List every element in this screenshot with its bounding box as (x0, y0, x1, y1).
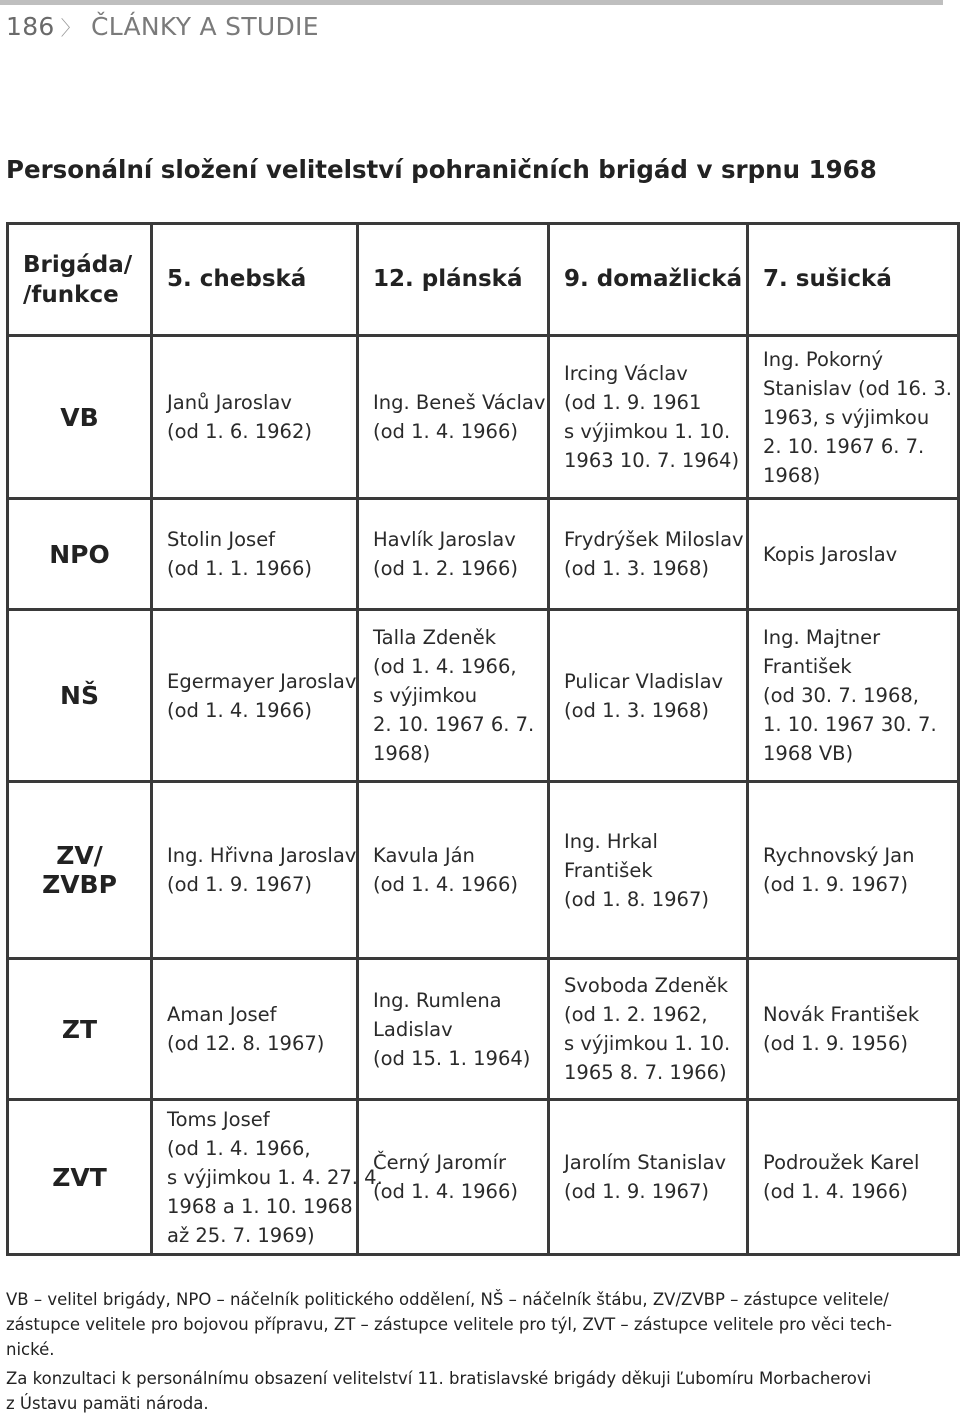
note-line: zástupce velitele pro bojovou přípravu, ZT – zástupce velitele pro týl, ZVT – zástupce velitele pro věci tech- (6, 1315, 892, 1334)
cell-line: (od 1. 9. 1956) (763, 1032, 908, 1055)
note-line: VB – velitel brigády, NPO – náčelník politického oddělení, NŠ – náčelník štábu, ZV/ZVBP – zástupce velitele/ (6, 1290, 889, 1309)
table-row (8, 610, 959, 782)
row-label (8, 499, 152, 610)
cell-line: 1968 VB) (763, 742, 854, 765)
cell-line: Toms Josef (167, 1107, 270, 1131)
table-row (8, 1100, 959, 1255)
cell-line: (od 1. 9. 1967) (763, 873, 908, 896)
cell-line: 2. 10. 1967 6. 7. (763, 434, 925, 458)
cell-line: Ircing Václav (564, 362, 688, 385)
cell-line: Podroužek Karel (763, 1151, 920, 1174)
cell-line: Kopis Jaroslav (763, 542, 898, 566)
table-cell (358, 959, 549, 1100)
cell-line: Kavula Ján (373, 844, 475, 867)
cell-line: 1963, s výjimkou (763, 405, 930, 429)
note-line: Za konzultaci k personálnímu obsazení velitelství 11. bratislavské brigády děkuji Ľubomíru Morbacherovi (6, 1369, 872, 1388)
cell-line: Egermayer Jaroslav (167, 669, 357, 693)
table-cell (549, 782, 748, 959)
cell-line: NŠ (60, 681, 99, 710)
table-cell (748, 499, 959, 610)
note-line: z Ústavu pamäti národa. (6, 1394, 209, 1413)
cell-line: Ing. Hrkal (564, 829, 658, 853)
table-cell (748, 336, 959, 499)
cell-line: s výjimkou 1. 10. (564, 1032, 731, 1055)
cell-line: (od 12. 8. 1967) (167, 1032, 325, 1055)
row-label (8, 959, 152, 1100)
cell-line: s výjimkou (373, 684, 478, 707)
table-cell (152, 959, 358, 1100)
cell-line: Ing. Beneš Václav (373, 391, 546, 414)
cell-line: Jarolím Stanislav (564, 1151, 727, 1174)
cell-line: (od 30. 7. 1968, (763, 684, 919, 707)
cell-line: František (763, 655, 852, 678)
table-cell (549, 1100, 748, 1255)
cell-line: (od 1. 4. 1966, (167, 1136, 311, 1160)
cell-line: 1968) (373, 742, 431, 765)
table-cell (152, 1100, 383, 1255)
cell-line: ZV/ (56, 841, 103, 870)
cell-line: 2. 10. 1967 6. 7. (373, 713, 535, 736)
table-cell (152, 499, 358, 610)
table-cell (549, 336, 748, 499)
cell-line: Ing. Rumlena (373, 988, 502, 1012)
cell-line: (od 1. 4. 1966, (373, 655, 517, 678)
footnotes (6, 1287, 906, 1416)
cell-line: 1963 10. 7. 1964) (564, 449, 740, 472)
acknowledgement (6, 1366, 906, 1416)
table-row (8, 782, 959, 959)
table-cell (748, 782, 959, 959)
table-row (8, 336, 959, 499)
cell-line: ZVBP (42, 870, 117, 899)
cell-line: Brigáda/ (23, 251, 133, 278)
table-cell (748, 959, 959, 1100)
cell-line: Černý Jaromír (373, 1151, 507, 1174)
cell-line: (od 1. 4. 1966) (167, 698, 312, 722)
table-header-row (8, 224, 959, 336)
page-title: Personální složení velitelství pohraničních brigád v srpnu 1968 (6, 155, 877, 184)
cell-line: (od 1. 4. 1966) (373, 873, 518, 896)
header-label-cell (8, 224, 152, 336)
cell-line: Rychnovský Jan (763, 844, 915, 867)
table-cell (152, 336, 358, 499)
note-line: nické. (6, 1340, 55, 1359)
cell-line: (od 1. 9. 1961 (564, 391, 702, 414)
cell-line: Aman Josef (167, 1003, 277, 1026)
table-cell (748, 1100, 959, 1255)
table-cell (152, 782, 358, 959)
cell-line: 1968 a 1. 10. 1968 (167, 1194, 353, 1218)
cell-line: (od 1. 4. 1966) (763, 1180, 908, 1203)
cell-line: s výjimkou 1. 4. 27. 4. (167, 1165, 383, 1189)
table-cell (549, 499, 748, 610)
row-label (8, 782, 152, 959)
brigade-table-body (8, 224, 959, 1255)
table-cell (748, 610, 959, 782)
page-number: 186 (6, 12, 55, 41)
table-cell (358, 782, 549, 959)
table-row (8, 499, 959, 610)
cell-line: ZT (61, 1014, 98, 1044)
table-cell (358, 610, 549, 782)
brigade-table (6, 222, 960, 1256)
table-row (8, 959, 959, 1100)
cell-line: Ing. Majtner (763, 626, 881, 649)
column-header: 9. domažlická (549, 224, 748, 336)
cell-line: Stanislav (od 16. 3. (763, 376, 952, 400)
cell-line: (od 1. 4. 1966) (373, 420, 518, 443)
row-label (8, 1100, 152, 1255)
table-cell (152, 610, 358, 782)
cell-line: Ing. Pokorný (763, 347, 883, 371)
cell-line: (od 1. 8. 1967) (564, 887, 709, 911)
cell-line: František (564, 858, 653, 882)
cell-line: Ladislav (373, 1017, 453, 1041)
cell-line: až 25. 7. 1969) (167, 1223, 315, 1247)
cell-line: (od 1. 4. 1966) (373, 1180, 518, 1203)
cell-line: (od 1. 3. 1968) (564, 557, 709, 580)
cell-line: 1965 8. 7. 1966) (564, 1061, 727, 1084)
section-title: ČLÁNKY A STUDIE (90, 12, 319, 41)
running-head (6, 12, 319, 41)
chevron-right-icon: 〉 (60, 16, 81, 40)
cell-line: (od 15. 1. 1964) (373, 1046, 531, 1070)
cell-line: (od 1. 3. 1968) (564, 698, 709, 722)
cell-line: Havlík Jaroslav (373, 528, 516, 551)
cell-line: ZVT (52, 1162, 107, 1192)
column-header: 12. plánská (358, 224, 549, 336)
cell-line: Ing. Hřivna Jaroslav (167, 844, 357, 867)
cell-line: Janů Jaroslav (167, 391, 292, 414)
table-cell (358, 336, 549, 499)
row-label (8, 610, 152, 782)
cell-line: VB (60, 402, 99, 432)
table-cell (549, 959, 748, 1100)
table-cell (358, 499, 549, 610)
cell-line: Pulicar Vladislav (564, 669, 724, 693)
abbreviation-legend (6, 1287, 906, 1362)
cell-line: /funkce (23, 281, 119, 308)
cell-line: Talla Zdeněk (373, 626, 496, 649)
cell-line: Frydrýšek Miloslav (564, 528, 744, 551)
cell-line: (od 1. 1. 1966) (167, 557, 312, 580)
row-label (8, 336, 152, 499)
cell-line: (od 1. 9. 1967) (167, 873, 312, 896)
cell-line: (od 1. 2. 1962, (564, 1003, 708, 1026)
table-cell (358, 1100, 549, 1255)
cell-line: NPO (49, 539, 110, 569)
cell-line: s výjimkou 1. 10. (564, 420, 731, 443)
column-header: 7. sušická (748, 224, 959, 336)
cell-line: Stolin Josef (167, 528, 276, 551)
cell-line: Svoboda Zdeněk (564, 974, 729, 997)
cell-line: (od 1. 9. 1967) (564, 1180, 709, 1203)
table-cell (549, 610, 748, 782)
cell-line: 1. 10. 1967 30. 7. (763, 713, 937, 736)
cell-line: Novák František (763, 1003, 920, 1026)
header-rule (0, 0, 943, 5)
cell-line: (od 1. 2. 1966) (373, 557, 518, 580)
cell-line: (od 1. 6. 1962) (167, 420, 312, 443)
cell-line: 1968) (763, 463, 821, 487)
column-header: 5. chebská (152, 224, 358, 336)
